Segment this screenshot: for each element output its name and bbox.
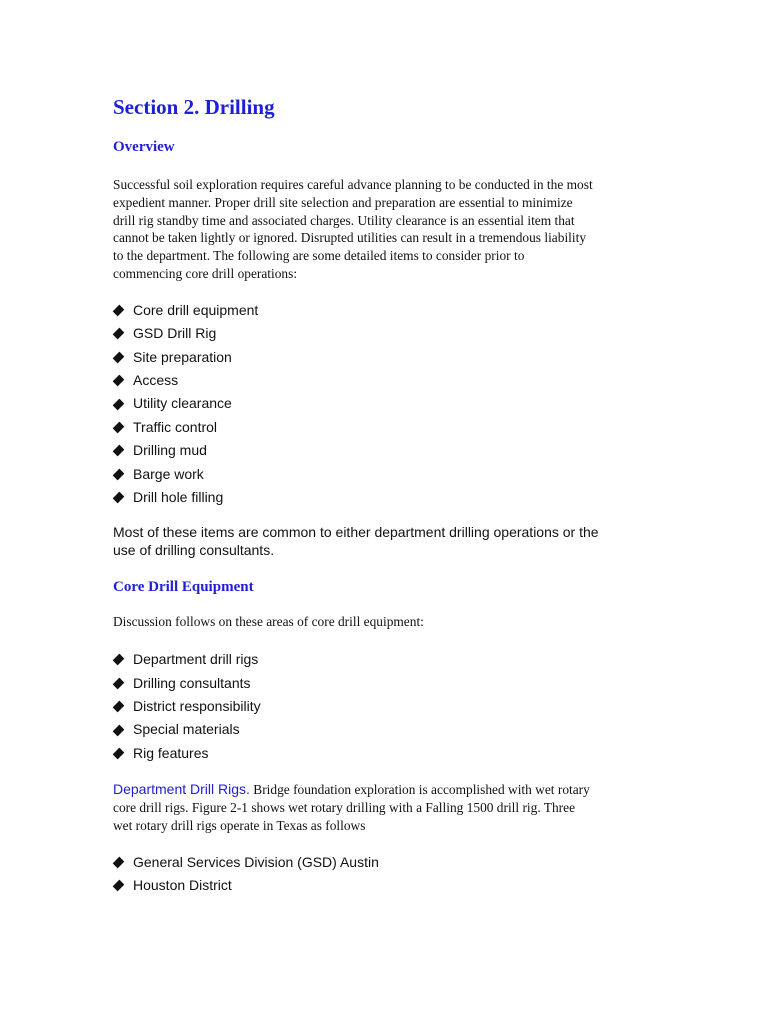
overview-paragraph: [113, 176, 658, 283]
list-item: [113, 486, 658, 509]
list-item-label: Barge work: [133, 465, 204, 482]
list-item: [113, 416, 658, 439]
diamond-bullet-icon: [113, 305, 125, 317]
dept-rigs-line: core drill rigs. Figure 2-1 shows wet rotary drilling with a Falling 1500 drill rig. Three: [113, 800, 576, 816]
overview-heading: Overview: [113, 139, 175, 155]
list-item: [113, 463, 658, 486]
list-item-label: Traffic control: [133, 418, 218, 435]
overview-bullet-list: [113, 299, 658, 510]
diamond-bullet-icon: [113, 375, 125, 387]
diamond-bullet-icon: [113, 724, 125, 736]
list-item: [113, 346, 658, 369]
overview-line: drill rig standby time and associated charges. Utility clearance is an essential item that: [113, 212, 575, 228]
diamond-bullet-icon: [113, 445, 125, 457]
diamond-bullet-icon: [113, 422, 125, 434]
list-item-label: Houston District: [133, 877, 232, 894]
list-item: [113, 299, 658, 322]
dept-rigs-line: wet rotary drill rigs operate in Texas as follows: [113, 817, 366, 833]
diamond-bullet-icon: [113, 701, 125, 713]
overview-line: commencing core drill operations:: [113, 265, 298, 281]
section-title: Section 2. Drilling: [113, 95, 275, 119]
list-item: [113, 672, 658, 695]
diamond-bullet-icon: [113, 398, 125, 410]
list-item: [113, 718, 658, 741]
list-item-label: Department drill rigs: [133, 651, 259, 668]
document-page: [113, 93, 658, 897]
list-item: [113, 695, 658, 718]
list-item-label: District responsibility: [133, 698, 261, 715]
list-item: [113, 742, 658, 765]
list-item-label: Drilling mud: [133, 442, 207, 459]
overview-line: Successful soil exploration requires careful advance planning to be conducted in the most: [113, 177, 593, 192]
list-item-label: Site preparation: [133, 348, 232, 365]
diamond-bullet-icon: [113, 857, 125, 869]
list-item-label: Core drill equipment: [133, 301, 259, 318]
diamond-bullet-icon: [113, 748, 125, 760]
dept-rigs-paragraph: [113, 781, 658, 834]
dept-rigs-run-label: Department Drill Rigs.: [113, 781, 250, 798]
diamond-bullet-icon: [113, 880, 125, 892]
core-drill-intro: Discussion follows on these areas of core drill equipment:: [113, 614, 424, 630]
overview-line: expedient manner. Proper drill site selection and preparation are essential to minimize: [113, 194, 573, 210]
diamond-bullet-icon: [113, 328, 125, 340]
overview-closing: [113, 523, 658, 559]
diamond-bullet-icon: [113, 351, 125, 363]
closing-line: Most of these items are common to either department drilling operations or the: [113, 524, 599, 541]
dept-rigs-bullet-list: [113, 851, 658, 898]
list-item-label: General Services Division (GSD) Austin: [133, 853, 379, 870]
list-item-label: GSD Drill Rig: [133, 325, 217, 342]
list-item-label: Access: [133, 372, 179, 388]
list-item: [113, 874, 658, 897]
diamond-bullet-icon: [113, 654, 125, 666]
overview-line: to the department. The following are some detailed items to consider prior to: [113, 248, 525, 264]
list-item-label: Rig features: [133, 744, 209, 761]
diamond-bullet-icon: [113, 492, 125, 504]
list-item: [113, 392, 658, 415]
list-item-label: Drill hole filling: [133, 489, 224, 506]
dept-rigs-line: Bridge foundation exploration is accomplished with wet rotary: [249, 782, 590, 798]
list-item: [113, 439, 658, 462]
list-item-label: Drilling consultants: [133, 674, 251, 691]
list-item: [113, 369, 658, 392]
list-item: [113, 648, 658, 671]
list-item: [113, 851, 658, 874]
diamond-bullet-icon: [113, 469, 125, 481]
core-drill-bullet-list: [113, 648, 658, 765]
core-drill-heading: Core Drill Equipment: [113, 579, 254, 596]
list-item-label: Utility clearance: [133, 395, 232, 412]
list-item-label: Special materials: [133, 721, 240, 738]
closing-line: use of drilling consultants.: [113, 542, 275, 559]
list-item: [113, 322, 658, 345]
diamond-bullet-icon: [113, 678, 125, 690]
overview-line: cannot be taken lightly or ignored. Disrupted utilities can result in a tremendous liability: [113, 230, 587, 246]
